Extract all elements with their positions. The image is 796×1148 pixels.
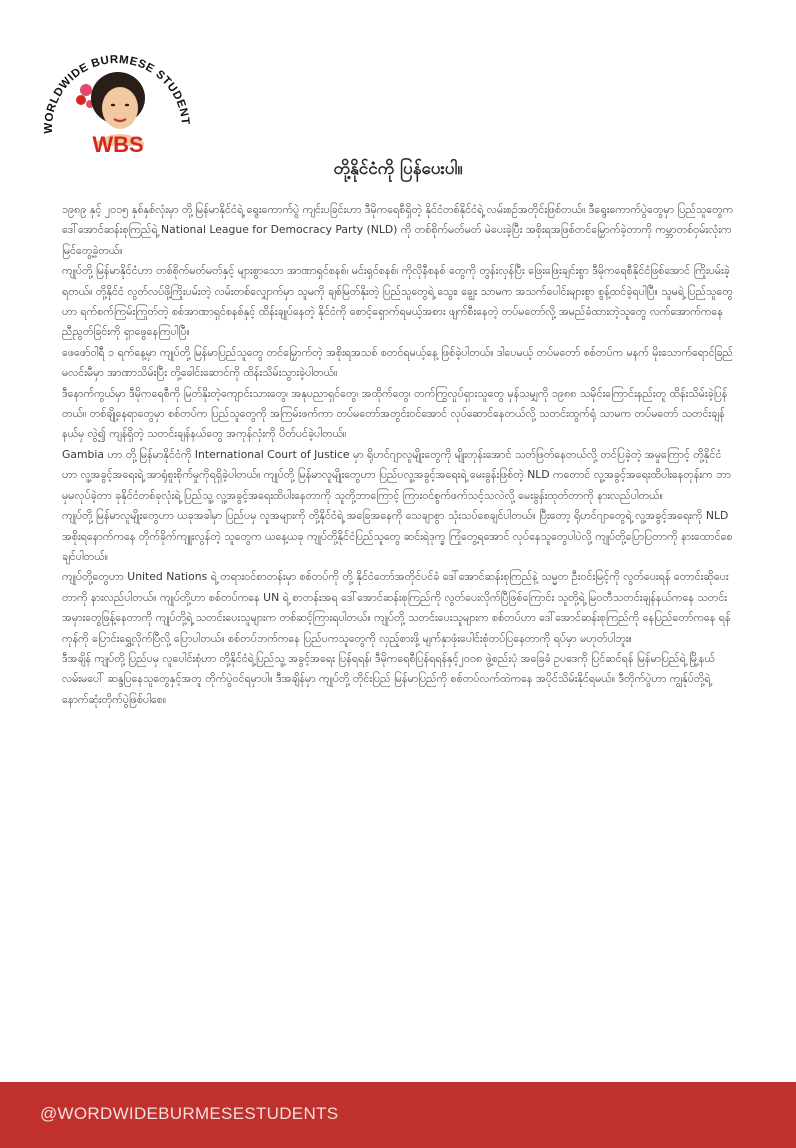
logo-arc-text: WORLDWIDE BURMESE STUDENT [42,53,192,134]
article-body [62,200,734,710]
paragraph-7: ကျုပ်တို့တွေဟာ United Nations ရဲ့ တရားဝင်စာတန်းမှာ စစ်တပ်ကို တို့ နိုင်ငံတော်အတိုင်ပင်ခံ ဒေါ်အောင်ဆန်းစုကြည်နဲ့ သမ္မတ ဦးဝင်းမြင့်ကို လွတ်ပေးရန် တောင်းဆိုပေးတာကို နားလည်ပါတယ်။ ကျုပ်တို့ဟာ စစ်တပ်ကနေ UN ရဲ့ စာတန်းအရ ဒေါ်အောင်ဆန်းစုကြည်ကို လွတ်ပေးလိုက်ပြီဖြစ်ကြောင်း သူတို့ရဲ့ မြဝတီသတင်းချန်နယ်ကနေ သတင်းအမှားတွေဖြန့်နေတာကို ကျုပ်တို့ရဲ့ သတင်းပေးသူများက တစ်ဆင့်ကြားရပါတယ်။ ကျုပ်တို့ သတင်းပေးသူများက စစ်တပ်ဟာ ဒေါ်အောင်ဆန်းစုကြည်ကို နေပြည်တော်ကနေ ရန်ကုန်ကို ပြောင်းရွှေ့လိုက်ပြီလို့ ပြောပါတယ်။ စစ်တပ်ဘက်ကနေ ပြည်ပကသူတွေကို လှည့်စားဖို့ မျက်နှာဖုံးပေါင်းစုံတပ်ပြနေတာကို ရပ်မှာ မဟုတ်ပါဘူး။ [62,570,731,645]
paragraph-3: ဖေဖော်ဝါရီ ၁ ရက်နေ့မှာ ကျုပ်တို့ မြန်မာပြည်သူတွေ တင်မြှောက်တဲ့ အစိုးရအသစ် စတင်ရမယ့်နေ့ ဖြစ်ခဲ့ပါတယ်။ ဒါပေမယ့် တပ်မတော် စစ်တပ်က မနက် မိုးသောက်ရောင်ခြည်မလင်းမီမှာ အာဏာသိမ်းပြီး တို့ခေါင်းဆောင်ကို ထိန်းသိမ်းသွားခဲ့ပါတယ်။ [62,345,733,380]
paragraph-6: ကျုပ်တို့ မြန်မာလူမျိုးတွေဟာ ယခုအခါမှာ ပြည်ပမှ လူအများကို တို့နိုင်ငံရဲ့ အခြေအနေကို သေချာစွာ သုံးသပ်စေချင်ပါတယ်။ ပြီးတော့ ရိုဟင်ဂျာတွေရဲ့ လူ့အခွင့်အရေးကို NLD အစိုးရနောက်ကနေ တိုက်ခိုက်ကျူးလွန်တဲ့ သူတွေက ယနေ့ယခု ကျုပ်တို့နိုင်ငံပြည်သူတွေ ဆင်းရဲဒုက္ခ ကြုံတွေ့ရအောင် လုပ်နေသူတွေပါပဲလို့ ကျုပ်တို့ပြောပြတာကို နားထောင်စေချင်ပါတယ်။ [62,509,733,563]
wbs-logo-emblem [38,30,196,160]
page-title: တို့နိုင်ငံကို ပြန်ပေးပါ။ [333,159,463,179]
paragraph-1: ၁၉၈၉ နှင့် ၂၀၁၅ နှစ်နှစ်လုံးမှာ တို့မြန်မာနိုင်ငံရဲ့ ရွေးကောက်ပွဲ ကျင်းပခြင်းဟာ ဒီမိုကရေစီရှိတဲ့ နိုင်ငံတစ်နိုင်ငံရဲ့ လမ်းစဉ်အတိုင်းဖြစ်တယ်။ ဒီရွေးကောက်ပွဲတွေမှာ ပြည်သူတွေက ဒေါ်အောင်ဆန်းစုကြည်ရဲ့ National League for Democracy Party (NLD) ကို တစ်စိုက်မတ်မတ် မဲပေးခဲ့ပြီး အစိုးရအဖြစ်တင်မြှောက်ခဲ့တာကို ကမ္ဘာတစ်ဝှမ်းလုံးက မြင်တွေ့ခဲ့တယ်။ [62,203,734,257]
footer-bar [0,1082,796,1148]
paragraph-2: ကျုပ်တို့ မြန်မာနိုင်ငံဟာ တစ်စိုက်မတ်မတ်နှင့် များစွာသော အာဏာရှင်စနစ်၊ မင်းရှင်စနစ်၊ ကိုလိုနီစနစ် တွေကို တွန်းလှန်ပြီး ဖြေးဖြေးချင်းစွာ ဒီမိုကရေစီနိုင်ငံဖြစ်အောင် ကြိုးပမ်းခဲ့ရတယ်။ တို့နိုင်ငံ လွတ်လပ်ဖို့ကြိုးပမ်းတဲ့ လမ်းတစ်လျှောက်မှာ သူမကို ချစ်မြတ်နိုးတဲ့ ပြည်သူတွေရဲ့ သွေး၊ ချွေး သာမက အသက်ပေါင်းများစွာ စွန့်ထင်ခဲ့ရပါပြီ။ သူမရဲ့ ပြည်သူတွေဟာ ရက်စက်ကြမ်းကြုတ်တဲ့ စစ်အာဏာရှင်စနစ်နှင့် ထိန်းချုပ်နေတဲ့ နိုင်ငံကို စောင့်ရှောက်ရမယ့်အစား ဖျက်စီးနေတဲ့ တပ်မတော်လို့ အမည်ခံထားတဲ့သူတွေ လက်အောက်ကနေ ညီညွတ်ခြင်းကို ရှာဖွေနေကြပါပြီ။ [62,264,733,339]
logo-initials: WBS [92,132,144,157]
paragraph-5: Gambia ဟာ တို့မြန်မာနိုင်ငံကို International Court of Justice မှာ ရိုဟင်ဂျာလူမျိုးတွေကို မျိုးတုန်းအောင် သတ်ဖြတ်နေတယ်လို့ တင်ပြခဲ့တဲ့ အမှုကြောင့် တို့နိုင်ငံဟာ လူ့အခွင့်အရေးရဲ့ အာရုံစူးစိုက်မှုကိုရရှိခဲ့ပါတယ်။ ကျုပ်တို့ မြန်မာလူမျိုးတွေဟာ ပြည်ပလူ့အခွင့်အရေးရဲ့ မေးခွန်းဖြစ်တဲ့ NLD ကတောင် လူ့အခွင့်အရေးထိပါးနေတုန်းက ဘာမှမလုပ်ခဲ့တာ ခုနိုင်ငံတစ်ခုလုံးရဲ့ ပြည်သူ့ လူ့အခွင့်အရေးထိပါးနေတာကို သူတို့ဘာကြောင့် ကြားဝင်စွက်ဖက်သင့်သလဲလို့ မေးခွန်းထုတ်တာကို နားလည်ပါတယ်။ [62,447,731,502]
footer-handle: @WORDWIDEBURMESESTUDENTS [40,1104,339,1123]
paragraph-4: ဒီနောက်ကွယ်မှာ ဒီမိုကရေစီကို မြတ်နိုးတဲ့ကျောင်းသားတွေ၊ အနုပညာရှင်တွေ၊ အထိုက်တွေ၊ တက်ကြွလှုပ်ရှားသူတွေ မှန်သမျှကို ၁၉၈၈ သမိုင်းကြောင်းနည်းတူ ထိန်းသိမ်းခဲ့ပြန်တယ်။ တစ်ချို့နေရာတွေမှာ စစ်တပ်က ပြည်သူတွေကို အကြမ်းဖက်ကာ တပ်မတော်အတွင်းဝင်အောင် လုပ်ဆောင်နေတယ်လို့ သတင်းထွက်ရုံ သာမက တပ်မတော် သတင်းချန်နယ်မှ လွဲ၍ ကျန်ရှိတဲ့ သတင်းချန်နယ်တွေ အကုန်လုံးကို ပိတ်ပင်ခဲ့ပါတယ်။ [62,386,728,441]
wbs-logo [38,30,196,160]
paragraph-8: ဒီအချိန် ကျုပ်တို့ ပြည်ပမှ လူပေါင်းစုံဟာ တို့နိုင်ငံရဲ့ပြည်သူ့ အခွင့်အရေး ပြန်ရရန်၊ ဒီမိုကရေစီပြန်ရရန်နှင့်၂၀၀၈ ဖွဲ့စည်းပုံ အခြေခံ ဥပဒေကို ပြင်ဆင်ရန် မြန်မာပြည်ရဲ့ မြို့နယ် လမ်းမပေါ် ဆန္ဒပြနေသူတွေနှင့်အတူ တိုက်ပွဲဝင်ရမှာပါ။ ဒီအချိန်မှာ ကျုပ်တို့ တိုင်းပြည် မြန်မာပြည်ကို စစ်တပ်လက်ထဲကနေ အပိုင်သိမ်းနိုင်ရမယ်။ ဒီတိုက်ပွဲဟာ ကျွန်ုပ်တို့ရဲ့ နောက်ဆုံးတိုက်ပွဲဖြစ်ပါစေ။ [62,651,715,706]
